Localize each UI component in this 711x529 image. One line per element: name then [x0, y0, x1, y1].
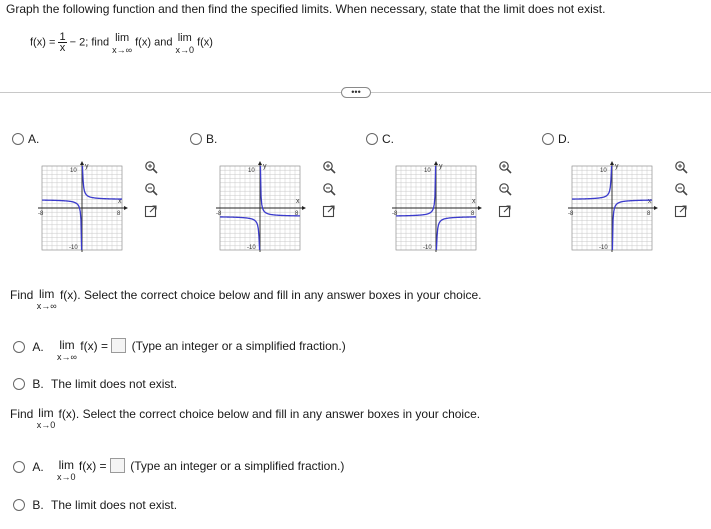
x-tick-right: 8	[471, 211, 475, 217]
y-axis-arrow	[434, 161, 438, 165]
part1-answer-input[interactable]	[111, 338, 126, 353]
part2-option-a[interactable]	[13, 459, 344, 483]
zoom-in-icon[interactable]	[674, 160, 688, 174]
lim-sub: x→0	[57, 472, 76, 482]
part1-option-a-radio[interactable]	[13, 341, 25, 353]
fx-label: f(x).	[58, 407, 80, 421]
expand-icon[interactable]	[144, 204, 158, 218]
y-axis-label: y	[615, 163, 619, 170]
limit-zero	[176, 32, 195, 56]
y-tick-bottom: -10	[69, 245, 78, 251]
find-word: Find	[10, 288, 34, 302]
x-axis-label: x	[118, 198, 122, 205]
x-axis-label: x	[648, 198, 652, 205]
find-word: Find	[10, 407, 34, 421]
fraction-denominator: x	[59, 42, 66, 54]
y-axis-arrow	[80, 161, 84, 165]
y-tick-top: 10	[248, 168, 255, 174]
answer-hint: (Type an integer or a simplified fraction.)	[131, 339, 346, 353]
lim-word: lim	[115, 32, 130, 44]
part2-option-a-radio[interactable]	[13, 461, 25, 473]
part2-answer-input[interactable]	[110, 458, 125, 473]
y-tick-bottom: -10	[599, 245, 608, 251]
option-text: The limit does not exist.	[51, 497, 178, 512]
graph-option-plot	[212, 160, 308, 256]
x-axis-arrow	[124, 206, 128, 210]
graph-option-d[interactable]	[542, 131, 570, 146]
option-letter: C.	[382, 131, 394, 146]
x-tick-right: 8	[647, 211, 651, 217]
zoom-in-icon[interactable]	[322, 160, 336, 174]
part2-option-b-radio[interactable]	[13, 499, 25, 511]
limit-inf	[112, 32, 132, 56]
part2-prompt	[10, 407, 480, 431]
zoom-out-icon[interactable]	[144, 182, 158, 196]
option-letter: B.	[206, 131, 218, 146]
lim-sub-zero: x→0	[175, 45, 195, 55]
fx-equals: f(x) =	[78, 459, 107, 473]
instruction-text: Select the correct choice below and fill in any answer boxes in your choice.	[82, 407, 481, 421]
x-tick-left: -8	[38, 211, 44, 217]
more-options-button[interactable]: •••	[341, 87, 371, 98]
x-axis-label: x	[296, 198, 300, 205]
option-letter: B.	[32, 376, 44, 391]
graph-option-radio[interactable]	[542, 133, 554, 145]
lim-sub: x→0	[36, 420, 56, 430]
y-axis-label: y	[85, 163, 89, 170]
and-word: and	[154, 36, 173, 49]
fraction-numerator: 1	[59, 31, 66, 43]
expand-icon[interactable]	[498, 204, 512, 218]
part1-limit	[37, 288, 57, 312]
option-limit	[57, 459, 76, 483]
x-tick-right: 8	[295, 211, 299, 217]
part2-limit	[37, 407, 56, 431]
graph-option-b[interactable]	[190, 131, 217, 146]
lim-word: lim	[177, 32, 192, 44]
option-letter: A.	[28, 131, 40, 146]
option-letter: A.	[32, 339, 44, 354]
y-axis-label: y	[439, 163, 443, 170]
y-tick-top: 10	[600, 168, 607, 174]
y-axis-label: y	[263, 163, 267, 170]
graph-option-a[interactable]	[12, 131, 39, 146]
y-tick-top: 10	[70, 168, 77, 174]
y-tick-bottom: -10	[423, 245, 432, 251]
question-instruction: Graph the following function and then find the specified limits. When necessary, state that the limit does not exist.	[6, 2, 606, 16]
x-axis-arrow	[302, 206, 306, 210]
lim-sub-inf: x→∞	[112, 45, 133, 55]
option-limit	[57, 339, 77, 363]
lim-word: lim	[38, 406, 54, 420]
graph-option-plot	[34, 160, 130, 256]
graph-option-plot	[564, 160, 660, 256]
part1-option-a[interactable]	[13, 339, 346, 363]
part1-prompt	[10, 288, 482, 312]
y-tick-bottom: -10	[247, 245, 256, 251]
lim-word: lim	[58, 458, 74, 472]
graph-option-radio[interactable]	[12, 133, 24, 145]
zoom-out-icon[interactable]	[674, 182, 688, 196]
fx-equals: f(x) =	[80, 339, 108, 353]
lim-sub: x→∞	[57, 352, 77, 362]
zoom-in-icon[interactable]	[144, 160, 158, 174]
part1-option-b[interactable]	[13, 376, 177, 391]
x-tick-left: -8	[216, 211, 222, 217]
expand-icon[interactable]	[674, 204, 688, 218]
x-tick-left: -8	[392, 211, 398, 217]
x-axis-arrow	[478, 206, 482, 210]
graph-option-plot	[388, 160, 484, 256]
fx-label: f(x).	[59, 288, 81, 302]
lim-word: lim	[38, 287, 55, 301]
zoom-in-icon[interactable]	[498, 160, 512, 174]
option-letter: B.	[32, 497, 44, 512]
instruction-text: Select the correct choice below and fill in any answer boxes in your choice.	[83, 288, 482, 302]
fx-label: f(x)	[135, 36, 152, 49]
zoom-out-icon[interactable]	[322, 182, 336, 196]
part1-option-b-radio[interactable]	[13, 378, 25, 390]
y-axis-arrow	[610, 161, 614, 165]
x-tick-right: 8	[117, 211, 121, 217]
graph-option-c[interactable]	[366, 131, 394, 146]
fx-prefix: f(x) =	[30, 36, 56, 49]
x-axis-arrow	[654, 206, 658, 210]
option-letter: A.	[32, 459, 44, 474]
fraction	[58, 32, 66, 53]
answer-hint: (Type an integer or a simplified fraction.)	[130, 459, 345, 473]
graph-option-radio[interactable]	[190, 133, 202, 145]
lim-word: lim	[59, 338, 75, 352]
expand-icon[interactable]	[322, 204, 336, 218]
function-definition	[30, 32, 213, 56]
zoom-out-icon[interactable]	[498, 182, 512, 196]
fx-label: f(x)	[197, 36, 213, 49]
x-axis-label: x	[472, 198, 476, 205]
lim-sub: x→∞	[36, 301, 57, 311]
option-letter: D.	[558, 131, 570, 146]
option-text: The limit does not exist.	[51, 376, 178, 391]
graph-option-radio[interactable]	[366, 133, 378, 145]
part2-option-b[interactable]	[13, 497, 177, 512]
x-tick-left: -8	[568, 211, 574, 217]
y-axis-arrow	[258, 161, 262, 165]
y-tick-top: 10	[424, 168, 431, 174]
fx-suffix: − 2; find	[69, 36, 110, 49]
